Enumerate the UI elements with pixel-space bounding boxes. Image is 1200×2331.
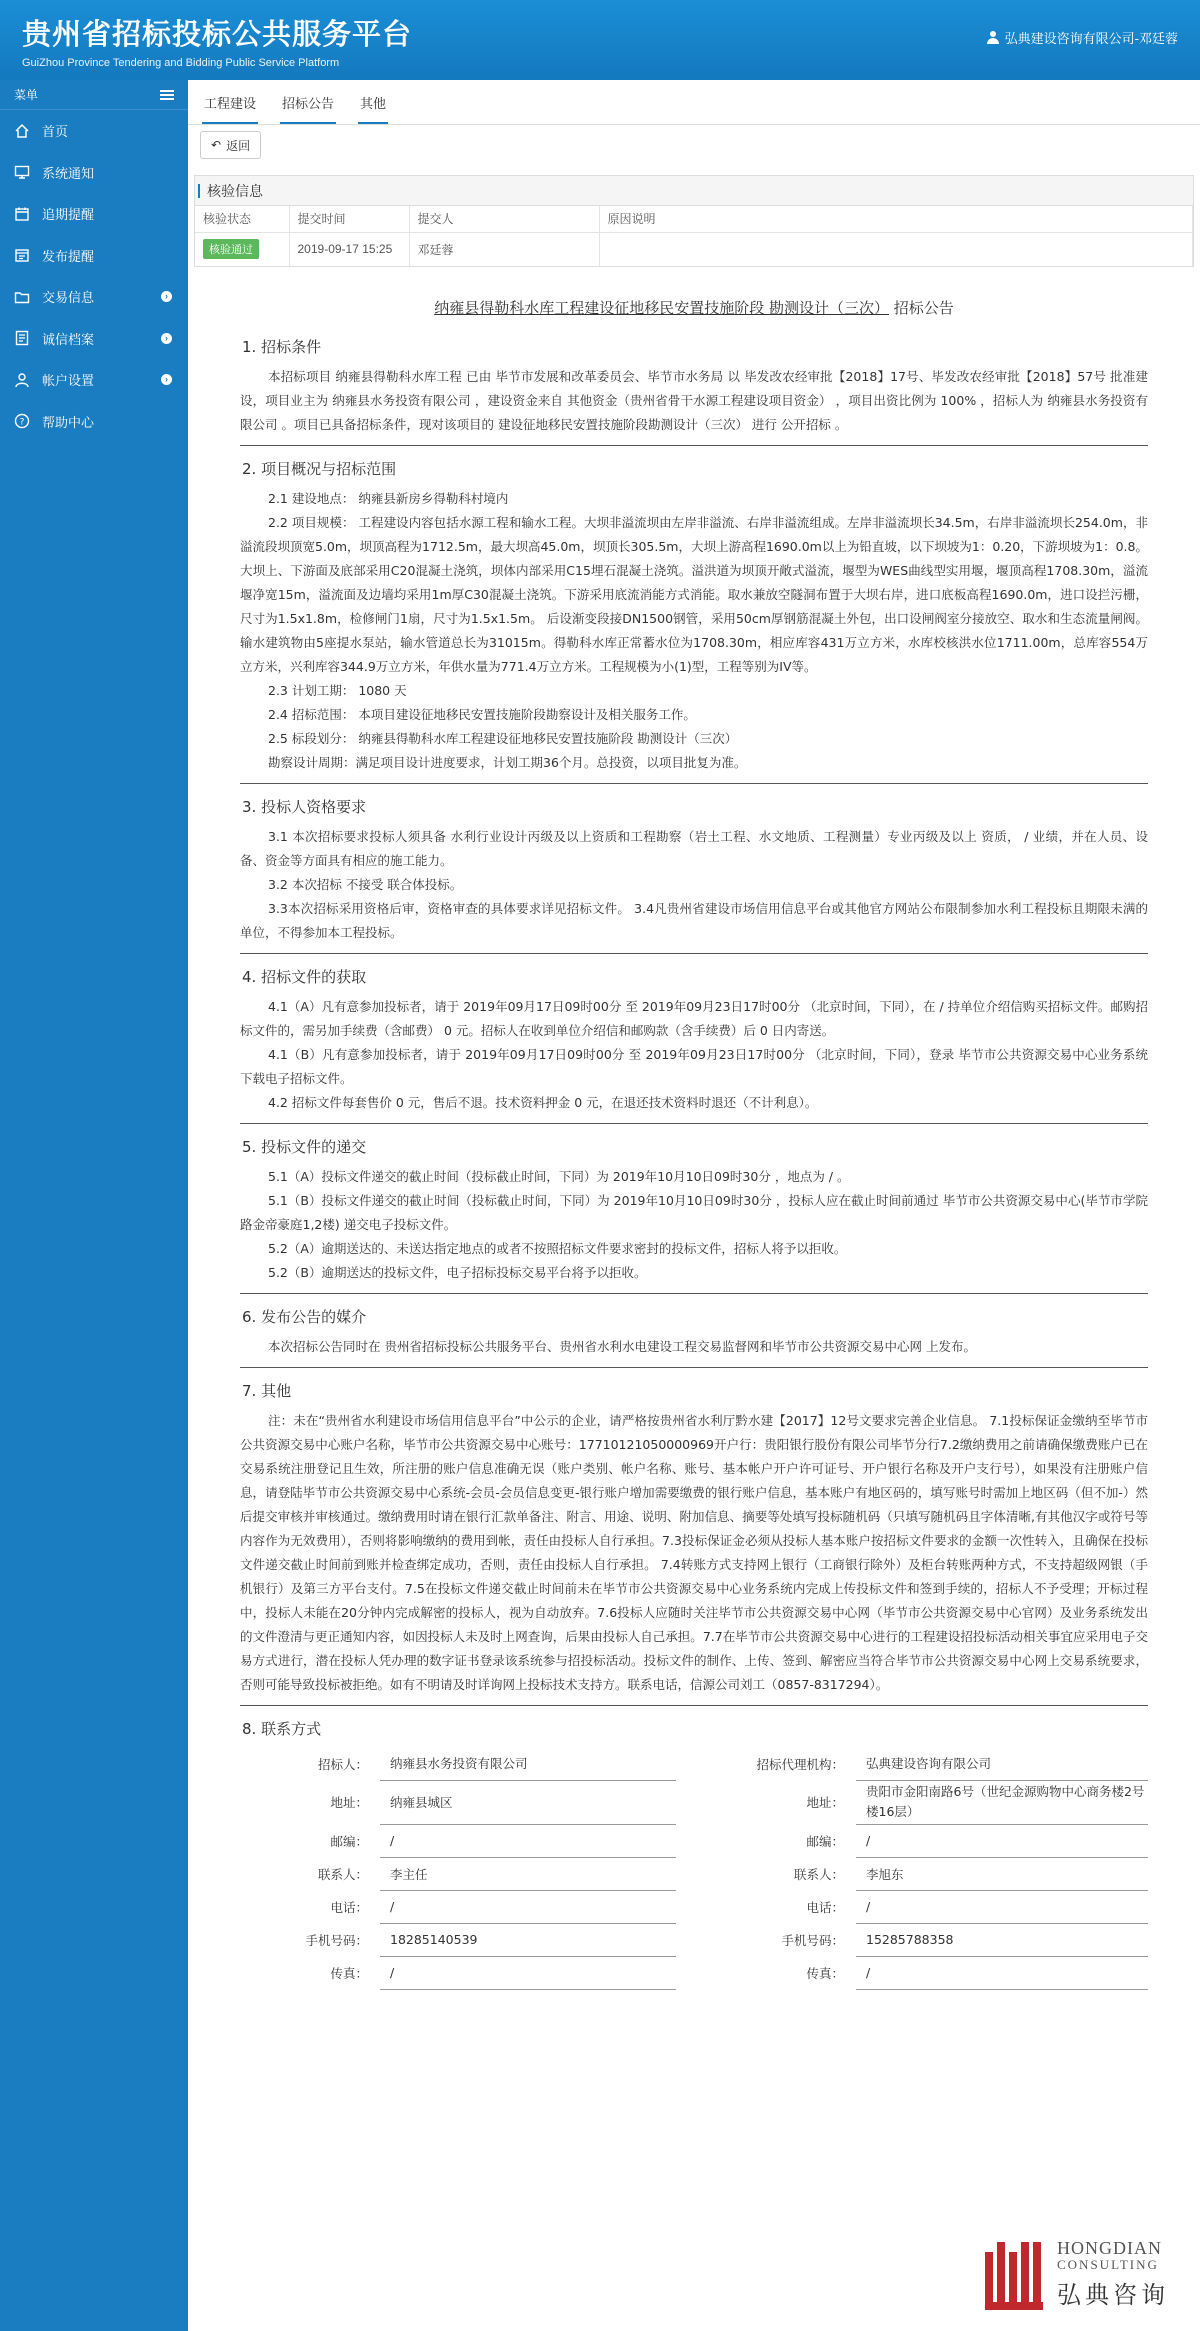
- notice-title-suffix: 招标公告: [893, 299, 954, 317]
- section-heading: 2. 项目概况与招标范围: [242, 460, 397, 478]
- main-content: [188, 80, 1200, 2331]
- contact-value: /: [856, 1956, 1148, 1989]
- table-row: [240, 1824, 1148, 1857]
- section-heading: 7. 其他: [242, 1382, 292, 1400]
- contact-label: 电话：: [806, 1899, 844, 1915]
- contact-label: 邮编：: [330, 1833, 368, 1849]
- sidebar: [0, 80, 188, 2331]
- chevron-right-icon: ›: [161, 374, 172, 385]
- col-submitter: 提交人: [409, 206, 599, 232]
- contact-label: 地址：: [806, 1795, 844, 1810]
- section-heading: 5. 投标文件的递交: [242, 1138, 367, 1156]
- sidebar-item-notifications[interactable]: [0, 152, 188, 194]
- section-text: 3.1 本次招标要求投标人须具备 水利行业设计丙级及以上资质和工程勘察（岩土工程、水文地质、工程测量）专业丙级及以上 资质， / 业绩，并在人员、设备、资金等方面具有相应的施工能力。: [240, 829, 1148, 868]
- contact-label: 手机号码：: [781, 1932, 844, 1948]
- divider: [240, 1123, 1148, 1124]
- section-heading: 3. 投标人资格要求: [242, 798, 367, 816]
- contact-value: 李主任: [380, 1857, 676, 1890]
- section-text: 5.1（A）投标文件递交的截止时间（投标截止时间，下同）为 2019年10月10日09时30分 ，地点为 / 。: [268, 1169, 850, 1184]
- tab-tender-notice[interactable]: 招标公告: [280, 93, 336, 124]
- sidebar-item-label: 帮助中心: [42, 414, 95, 430]
- menu-label: 菜单: [14, 88, 39, 102]
- sidebar-item-account[interactable]: [0, 359, 188, 401]
- audit-table: [195, 206, 1193, 266]
- section-text: 2.5 标段划分： 纳雍县得勒科水库工程建设征地移民安置技施阶段 勘测设计（三次）: [268, 731, 738, 746]
- notice-document: [240, 293, 1148, 1990]
- divider: [240, 1705, 1148, 1706]
- contact-label: 联系人：: [793, 1866, 844, 1882]
- divider: [240, 1367, 1148, 1368]
- section-text: 5.2（A）逾期送达的、未送达指定地点的或者不按照招标文件要求密封的投标文件，招标人将予以拒收。: [268, 1241, 847, 1256]
- contact-value: /: [380, 1890, 676, 1923]
- table-row: [240, 1890, 1148, 1923]
- divider: [240, 445, 1148, 446]
- section-text: 3.2 本次招标 不接受 联合体投标。: [268, 877, 463, 892]
- col-status: 核验状态: [195, 206, 289, 232]
- section-text: 5.1（B）投标文件递交的截止时间（投标截止时间，下同）为 2019年10月10日09时30分 ，投标人应在截止时间前通过 毕节市公共资源交易中心(毕节市学院路金帝豪庭1,2楼) 递交电子投标文件。: [240, 1193, 1148, 1232]
- contact-label: 电话：: [330, 1899, 368, 1915]
- section-text: 3.3本次招标采用资格后审，资格审查的具体要求详见招标文件。 3.4凡贵州省建设市场信用信息平台或其他官方网站公布限制参加水利工程投标且期限未满的单位，不得参加本工程投标。: [240, 901, 1148, 940]
- user-icon: [14, 372, 30, 388]
- tab-other[interactable]: 其他: [358, 93, 388, 124]
- back-label: 返回: [226, 138, 251, 153]
- table-row: [240, 1857, 1148, 1890]
- sidebar-item-home[interactable]: [0, 110, 188, 152]
- contact-value: 弘典建设咨询有限公司: [856, 1747, 1148, 1780]
- section-text: 4.1（A）凡有意参加投标者，请于 2019年09月17日09时00分 至 2019年09月23日17时00分 （北京时间，下同），在 / 持单位介绍信购买招标文件。邮购招标文件的，需另加手续费（含邮费） 0 元。招标人在收到单位介绍信和邮购款（含手续费）后 0 日内寄送。: [240, 999, 1148, 1038]
- sidebar-menu-header: [0, 80, 188, 110]
- sidebar-item-label: 首页: [42, 124, 69, 140]
- table-row: [240, 1780, 1148, 1824]
- hamburger-icon[interactable]: [160, 90, 174, 100]
- col-time: 提交时间: [289, 206, 409, 232]
- monitor-icon: [14, 164, 30, 180]
- help-icon: [14, 413, 30, 429]
- sidebar-item-trade-info[interactable]: [0, 276, 188, 318]
- chevron-right-icon: ›: [161, 291, 172, 302]
- contact-value: /: [380, 1956, 676, 1989]
- sidebar-item-label: 系统通知: [42, 165, 95, 181]
- col-reason: 原因说明: [599, 206, 1193, 232]
- top-header: [0, 0, 1200, 80]
- notice-title: [240, 297, 1148, 318]
- table-row: [240, 1956, 1148, 1989]
- tab-engineering[interactable]: 工程建设: [202, 93, 258, 124]
- section-text: 4.2 招标文件每套售价 0 元，售后不退。技术资料押金 0 元，在退还技术资料时退还（不计利息）。: [268, 1095, 818, 1110]
- contact-label: 招标代理机构：: [756, 1756, 844, 1772]
- sidebar-item-publish[interactable]: [0, 235, 188, 277]
- home-icon: [14, 123, 30, 139]
- sidebar-item-label: 追期提醒: [42, 207, 95, 223]
- contact-value: /: [380, 1824, 676, 1857]
- submit-time: 2019-09-17 15:25: [289, 232, 409, 266]
- section-heading: 1. 招标条件: [242, 338, 322, 356]
- section-heading: 8. 联系方式: [242, 1720, 322, 1738]
- folder-icon: [14, 289, 30, 305]
- contact-label: 联系人：: [317, 1866, 368, 1882]
- user-icon: [987, 31, 999, 44]
- logo-text-en-1: HONGDIAN: [1057, 2238, 1162, 2258]
- back-icon: ↶: [211, 138, 222, 152]
- contact-label: 手机号码：: [305, 1932, 368, 1948]
- contact-label: 传真：: [806, 1965, 844, 1981]
- breadcrumb-tabs: [188, 80, 1200, 125]
- svg-text:?: ?: [19, 417, 25, 428]
- contact-label: 邮编：: [806, 1833, 844, 1849]
- contact-value: 贵阳市金阳南路6号（世纪金源购物中心商务楼2号楼16层）: [856, 1780, 1148, 1824]
- sidebar-item-help[interactable]: [0, 401, 188, 443]
- contact-value: 纳雍县水务投资有限公司: [380, 1747, 676, 1780]
- audit-panel-title: 核验信息: [195, 176, 1193, 206]
- back-button[interactable]: [200, 131, 261, 159]
- contact-table: [240, 1747, 1148, 1990]
- section-heading: 6. 发布公告的媒介: [242, 1308, 367, 1326]
- section-text: 2.4 招标范围： 本项目建设征地移民安置技施阶段勘察设计及相关服务工作。: [268, 707, 696, 722]
- logo-text-cn: 弘典咨询: [1057, 2281, 1169, 2309]
- reason: [599, 232, 1193, 266]
- reminder-icon: [14, 206, 30, 222]
- contact-value: 李旭东: [856, 1857, 1148, 1890]
- sidebar-item-label: 发布提醒: [42, 248, 95, 264]
- contact-value: 纳雍县城区: [380, 1780, 676, 1824]
- table-row: [195, 232, 1193, 266]
- section-text: 勘察设计周期：满足项目设计进度要求，计划工期36个月。总投资，以项目批复为准。: [268, 755, 747, 770]
- contact-value: /: [856, 1824, 1148, 1857]
- section-text: 5.2（B）逾期送达的投标文件，电子招标投标交易平台将予以拒收。: [268, 1265, 647, 1280]
- section-text: 2.3 计划工期： 1080 天: [268, 683, 407, 698]
- hongdian-logo: [985, 2238, 1185, 2318]
- user-menu[interactable]: [987, 28, 1178, 47]
- section-text: 注：未在“贵州省水利建设市场信用信息平台”中公示的企业，请严格按贵州省水利厅黔水建【2017】12号文要求完善企业信息。 7.1投标保证金缴纳至毕节市公共资源交易中心账户名称，毕节市公共资源交易中心账号：17710121050000969开户行：贵阳银行股份有限公司毕节分行7.2缴纳费用之前请确保缴费账户已在交易系统注册登记且生效，所注册的账户信息准确无误（账户类别、帐户名称、账号、基本帐户开户许可证号、开户银行名称及开户支行号），如果没有注册账户信息，请登陆毕节市公共资源交易中心系统-会员-会员信息变更-银行账户增加需要缴费的银行账户信息，基本账户有地区码的，填写账号时需加上地区码（但不加-）然后提交审核并审核通过。缴纳费用时请在银行汇款单备注、附言、用途、说明、附加信息、摘要等处填写投标随机码（只填写随机码且字体清晰,有其他汉字或符号等内容作为无效费用），否则将影响缴纳的费用到帐，责任由投标人自行承担。7.3投标保证金必须从投标人基本账户按招标文件要求的金额一次性转入，且确保在投标文件递交截止时间前到账并检查绑定成功，否则，责任由投标人自行承担。 7.4转账方式支持网上银行（工商银行除外）及柜台转账两种方式，不支持超级网银（手机银行）及第三方平台支付。7.5在投标文件递交截止时间前未在毕节市公共资源交易中心业务系统内完成上传投标文件和签到手续的，招标人不予受理；开标过程中，投标人未能在20分钟内完成解密的投标人，视为自动放弃。7.6投标人应随时关注毕节市公共资源交易中心网（毕节市公共资源交易中心官网）及业务系统发出的文件澄清与更正通知内容，如因投标人未及时上网查询，后果由投标人自己承担。7.7在毕节市公共资源交易中心进行的工程建设招投标活动相关事宜应采用电子交易方式进行，潜在投标人凭办理的数字证书登录该系统参与招投标活动。投标文件的制作、上传、签到、解密应当符合毕节市公共资源交易中心网上交易系统要求，否则可能导致投标被拒绝。如有不明请及时详询网上投标技术支持方。联系电话，信源公司刘工（0857-8317294）。: [240, 1413, 1148, 1692]
- contact-label: 地址：: [330, 1795, 368, 1810]
- section-text: 4.1（B）凡有意参加投标者，请于 2019年09月17日09时00分 至 2019年09月23日17时00分 （北京时间，下同），登录 毕节市公共资源交易中心业务系统 下载电子招标文件。: [240, 1047, 1148, 1086]
- sidebar-item-label: 帐户设置: [42, 373, 95, 389]
- contact-label: 招标人：: [317, 1756, 368, 1772]
- archive-icon: [14, 330, 30, 346]
- contact-value: 15285788358: [856, 1923, 1148, 1956]
- table-row: [240, 1747, 1148, 1780]
- site-title: 贵州省招标投标公共服务平台: [22, 17, 413, 51]
- submitter: 邓廷蓉: [409, 232, 599, 266]
- toolbar: [188, 125, 1200, 165]
- sidebar-item-credit[interactable]: [0, 318, 188, 360]
- divider: [240, 783, 1148, 784]
- contact-value: /: [856, 1890, 1148, 1923]
- publish-icon: [14, 247, 30, 263]
- site-brand[interactable]: [22, 12, 412, 69]
- section-text: 2.2 项目规模： 工程建设内容包括水源工程和输水工程。大坝非溢流坝由左岸非溢流、右岸非溢流组成。左岸非溢流坝长34.5m，右岸非溢流坝长254.0m，非溢流段坝顶宽5.0m，坝顶高程为1712.5m，最大坝高45.0m，坝顶长305.5m，大坝上游高程1690.0m以上为铅直坡，以下坝坡为1：0.20，下游坝坡为1：0.8。大坝上、下游面及底部采用C20混凝土浇筑，坝体内部采用C15埋石混凝土浇筑。溢洪道为坝顶开敞式溢流，堰型为WES曲线型实用堰，堰顶高程1708.30m，溢流堰净宽15m，溢流面及边墙均采用1m厚C30混凝土浇筑。下游采用底流消能方式消能。取水兼放空隧洞布置于大坝右岸，进口底板高程1690.0m，进口设拦污栅，尺寸为1.5x1.8m，检修闸门1扇，尺寸为1.5x1.5m。 后设渐变段接DN1500钢管，采用50cm厚钢筋混凝土外包，出口设闸阀室分接放空、取水和生态流量闸阀。输水建筑物由5座提水泵站，输水管道总长为31015m。得勒科水库正常蓄水位为1708.30m，相应库容431万立方米，水库校核洪水位1711.00m，总库容554万立方米，兴利库容344.9万立方米，年供水量为771.4万立方米。工程规模为小(1)型，工程等别为IV等。: [240, 515, 1148, 674]
- contact-label: 传真：: [330, 1965, 368, 1981]
- sidebar-item-label: 诚信档案: [42, 331, 95, 347]
- status-badge: 核验通过: [203, 239, 259, 259]
- contact-value: 18285140539: [380, 1923, 676, 1956]
- section-heading: 4. 招标文件的获取: [242, 968, 367, 986]
- section-text: 本招标项目 纳雍县得勒科水库工程 已由 毕节市发展和改革委员会、毕节市水务局 以 毕发改农经审批【2018】17号、毕发改农经审批【2018】57号 批准建设，项目业主为 纳雍县水务投资有限公司 ，建设资金来自 其他资金（贵州省骨干水源工程建设项目资金） ，项目出资比例为 100% ，招标人为 纳雍县水务投资有限公司 。项目已具备招标条件，现对该项目的 建设征地移民安置技施阶段勘测设计（三次） 进行 公开招标 。: [240, 369, 1148, 432]
- logo-text-en-2: CONSULTING: [1057, 2257, 1159, 2272]
- user-name: 弘典建设咨询有限公司-邓廷蓉: [1004, 31, 1178, 46]
- section-text: 2.1 建设地点： 纳雍县新房乡得勒科村境内: [268, 491, 509, 506]
- site-subtitle: GuiZhou Province Tendering and Bidding Public Service Platform: [22, 57, 340, 69]
- section-text: 本次招标公告同时在 贵州省招标投标公共服务平台、贵州省水利水电建设工程交易监督网和毕节市公共资源交易中心网 上发布。: [268, 1339, 976, 1354]
- notice-title-main: 纳雍县得勒科水库工程建设征地移民安置技施阶段 勘测设计（三次）: [434, 299, 889, 317]
- divider: [240, 1293, 1148, 1294]
- chevron-right-icon: ›: [161, 333, 172, 344]
- divider: [240, 953, 1148, 954]
- table-row: [240, 1923, 1148, 1956]
- audit-panel: [194, 175, 1194, 267]
- sidebar-item-overdue[interactable]: [0, 193, 188, 235]
- sidebar-item-label: 交易信息: [42, 290, 95, 306]
